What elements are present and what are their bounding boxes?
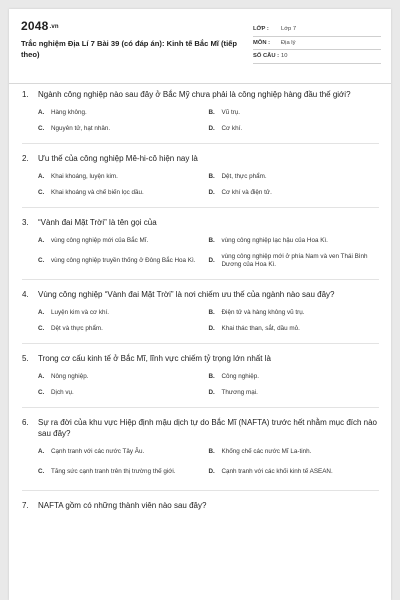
question-2 [9, 153, 391, 208]
option-letter: C. [38, 324, 45, 332]
option-letter: A. [38, 372, 45, 380]
option-text: Khai thác than, sắt, dầu mỏ. [221, 324, 300, 332]
question-divider [22, 207, 379, 208]
option-text: Dệt, thực phẩm. [221, 172, 267, 180]
option-text: Thương mại. [221, 388, 258, 396]
question-divider [22, 279, 379, 280]
option-text: Luyện kim và cơ khí. [51, 308, 110, 316]
option-letter: C. [38, 467, 45, 475]
question-divider [22, 490, 379, 491]
answer-option[interactable] [38, 444, 209, 460]
meta-row-class [253, 23, 381, 37]
option-letter: D. [208, 388, 215, 396]
site-logo[interactable] [21, 19, 59, 33]
answer-option[interactable] [38, 121, 209, 137]
answer-option[interactable] [209, 321, 380, 337]
answer-options [38, 444, 379, 484]
question-text: NAFTA gồm có những thành viên nào sau đây? [38, 501, 207, 510]
answer-option[interactable] [209, 305, 380, 321]
question-number: 5. [22, 354, 29, 363]
option-letter: C. [38, 124, 45, 132]
question-number: 6. [22, 418, 29, 427]
option-letter: A. [38, 447, 45, 455]
answer-option[interactable] [38, 169, 209, 185]
option-text: Công nghiệp. [221, 372, 259, 380]
meta-row-count [253, 50, 381, 64]
question-stem [22, 417, 379, 439]
option-letter: D. [208, 256, 215, 264]
option-letter: C. [38, 188, 45, 196]
option-letter: A. [38, 308, 45, 316]
logo-suffix: .vn [49, 24, 59, 30]
option-text: vùng công nghiệp truyền thống ở Đông Bắc Hoa Kì. [51, 256, 196, 264]
answer-option[interactable] [209, 249, 380, 273]
question-list [9, 89, 391, 511]
answer-option[interactable] [209, 121, 380, 137]
question-3 [9, 217, 391, 280]
worksheet-title: Trắc nghiệm Địa Lí 7 Bài 39 (có đáp án): Kinh tế Bắc Mĩ (tiếp theo) [21, 39, 238, 59]
option-letter: A. [38, 236, 45, 244]
question-number: 1. [22, 90, 29, 99]
answer-option[interactable] [209, 444, 380, 460]
question-stem [22, 217, 379, 228]
question-text: “Vành đai Mặt Trời” là tên gọi của [38, 218, 157, 227]
question-number: 3. [22, 218, 29, 227]
worksheet-page [9, 9, 391, 600]
option-letter: D. [208, 124, 215, 132]
meta-label: MÔN : [253, 39, 271, 46]
answer-option[interactable] [38, 233, 209, 249]
option-letter: C. [38, 388, 45, 396]
question-6 [9, 417, 391, 491]
option-letter: D. [208, 188, 215, 196]
logo-text: 2048 [21, 19, 49, 33]
answer-option[interactable] [209, 233, 380, 249]
question-stem [22, 153, 379, 164]
answer-options [38, 105, 379, 137]
option-letter: B. [208, 447, 215, 455]
answer-option[interactable] [209, 185, 380, 201]
question-stem [22, 500, 379, 511]
option-text: Dệt và thực phẩm. [51, 324, 103, 332]
question-5 [9, 353, 391, 408]
option-letter: B. [208, 308, 215, 316]
option-letter: D. [208, 467, 215, 475]
answer-option[interactable] [209, 385, 380, 401]
meta-value: Địa lý [281, 39, 296, 46]
option-text: vùng công nghiệp lạc hậu của Hoa Kì. [221, 236, 328, 244]
answer-option[interactable] [209, 105, 380, 121]
option-letter: B. [208, 172, 215, 180]
meta-value: 10 [281, 53, 288, 60]
option-text: Dịch vụ. [51, 388, 74, 396]
meta-value: Lớp 7 [281, 26, 297, 33]
answer-option[interactable] [38, 305, 209, 321]
answer-option[interactable] [38, 185, 209, 201]
option-text: vùng công nghiệp mới ở phía Nam và ven Thái Bình Dương của Hoa Kì. [221, 252, 368, 268]
answer-option[interactable] [209, 460, 380, 484]
answer-option[interactable] [38, 105, 209, 121]
question-1 [9, 89, 391, 144]
meta-row-subject [253, 37, 381, 51]
question-text: Ngành công nghiệp nào sau đây ở Bắc Mỹ chưa phải là công nghiệp hàng đầu thế giới? [38, 90, 351, 99]
option-text: vùng công nghiệp mới của Bắc Mĩ. [51, 236, 149, 244]
option-text: Cơ khí và điện tử. [221, 188, 272, 196]
answer-option[interactable] [38, 385, 209, 401]
option-text: Hàng không. [51, 108, 87, 116]
question-stem [22, 89, 379, 100]
option-letter: B. [208, 236, 215, 244]
meta-label: SỐ CÂU : [253, 53, 280, 60]
question-text: Vùng công nghiệp “Vành đai Mặt Trời” là nơi chiếm ưu thế của ngành nào sau đây? [38, 290, 335, 299]
header-divider [9, 83, 391, 84]
question-divider [22, 143, 379, 144]
question-text: Trong cơ cấu kinh tế ở Bắc Mĩ, lĩnh vực chiếm tỷ trọng lớn nhất là [38, 354, 271, 363]
answer-option[interactable] [38, 460, 209, 484]
answer-option[interactable] [209, 169, 380, 185]
option-text: Nguyên tử, hạt nhân. [51, 124, 111, 132]
option-letter: A. [38, 172, 45, 180]
question-stem [22, 289, 379, 300]
option-text: Khai khoáng và chế biến lọc dầu. [51, 188, 144, 196]
question-number: 2. [22, 154, 29, 163]
question-number: 4. [22, 290, 29, 299]
answer-option[interactable] [38, 321, 209, 337]
option-text: Điện tử và hàng không vũ trụ. [221, 308, 305, 316]
option-letter: B. [208, 108, 215, 116]
option-text: Cơ khí. [221, 124, 243, 132]
question-4 [9, 289, 391, 344]
option-letter: D. [208, 324, 215, 332]
answer-options [38, 233, 379, 273]
option-text: Cạnh tranh với các khối kinh tế ASEAN. [221, 467, 333, 475]
option-letter: C. [38, 256, 45, 264]
option-text: Nông nghiệp. [51, 372, 89, 380]
option-text: Khống chế các nước Mĩ La-tinh. [221, 447, 312, 455]
answer-options [38, 169, 379, 201]
worksheet-header [9, 9, 391, 83]
question-7 [9, 500, 391, 511]
answer-option[interactable] [209, 369, 380, 385]
option-text: Cạnh tranh với các nước Tây Âu. [51, 447, 145, 455]
option-letter: B. [208, 372, 215, 380]
question-divider [22, 343, 379, 344]
question-divider [22, 407, 379, 408]
option-text: Vũ trụ. [221, 108, 241, 116]
question-number: 7. [22, 501, 29, 510]
worksheet-meta [253, 23, 381, 64]
question-text: Sự ra đời của khu vực Hiệp định mậu dịch tự do Bắc Mĩ (NAFTA) trước hết nhằm mục đích nào sau đây? [38, 418, 378, 438]
question-text: Ưu thế của công nghiệp Mê-hi-cô hiện nay là [38, 154, 198, 163]
question-stem [22, 353, 379, 364]
option-text: Tăng sức cạnh tranh trên thị trường thế giới. [51, 467, 176, 475]
option-letter: A. [38, 108, 45, 116]
option-text: Khai khoáng, luyện kim. [51, 172, 118, 180]
answer-options [38, 305, 379, 337]
answer-options [38, 369, 379, 401]
answer-option[interactable] [38, 249, 209, 273]
meta-label: LỚP : [253, 26, 269, 33]
answer-option[interactable] [38, 369, 209, 385]
